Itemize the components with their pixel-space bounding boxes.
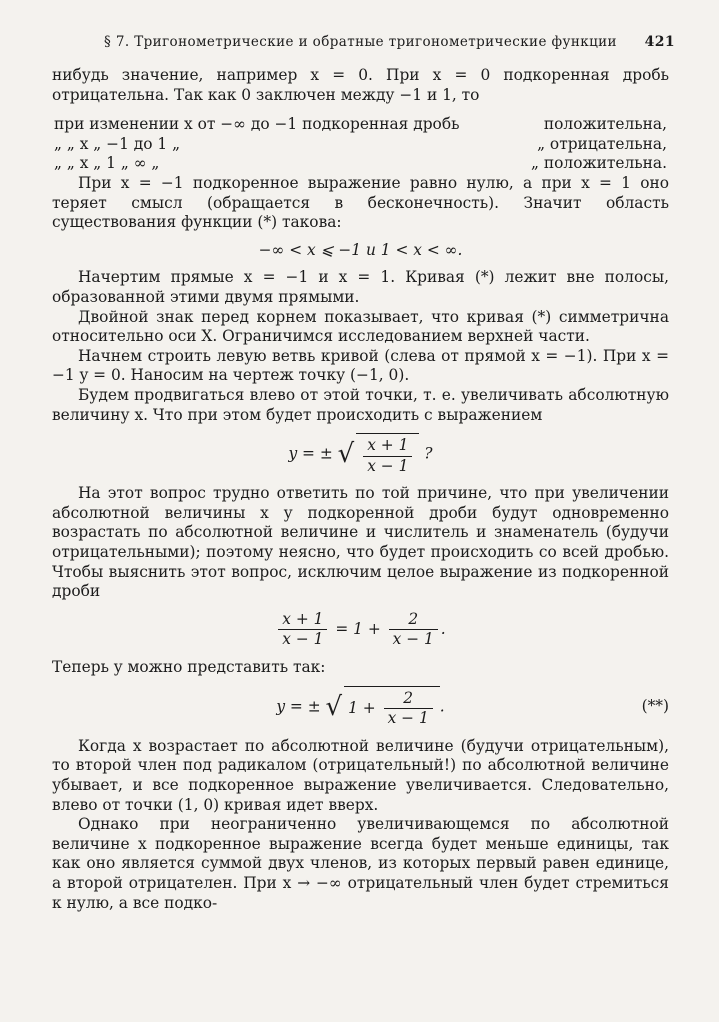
radical-sign: √ xyxy=(337,438,355,469)
paragraph-9: Когда x возрастает по абсолютной величине (будучи отрицательным), то второй член под радикалом (отрицательный!) по абсолютной величине убывает, и все подкоренное выражение увеличивается. Следовательно, влево от точки (1, 0) кривая идет вверх. xyxy=(52,736,669,814)
formula-y-sqrt-sum xyxy=(52,686,669,729)
fraction-denominator: x − 1 xyxy=(387,709,429,728)
formula-tail: . xyxy=(440,619,446,638)
paragraph-3: Начертим прямые x = −1 и x = 1. Кривая (*) лежит вне полосы, образованной этими двумя прямыми. xyxy=(52,268,669,306)
case-left: при изменении x от −∞ до −1 подкоренная дробь xyxy=(54,115,460,134)
case-right: „ положительна. xyxy=(531,154,667,173)
paragraph-7: На этот вопрос трудно ответить по той причине, что при увеличении абсолютной величины x у подкоренной дроби будут одновременно возрастать по абсолютной величине и числитель и знаменатель (будучи отрицательными); поэтому неясно, что будет происходить со всей дробью. Чтобы выяснить этот вопрос, исключим целое выражение из подкоренной дроби xyxy=(52,484,669,601)
radicand xyxy=(344,686,440,729)
case-left: „ „ x „ 1 „ ∞ „ xyxy=(54,154,160,173)
paragraph-8: Теперь y можно представить так: xyxy=(52,658,326,677)
header-title: § 7. Тригонометрические и обратные тригонометрические функции xyxy=(104,34,617,50)
case-row xyxy=(52,154,669,174)
formula-lhs: y = ± xyxy=(276,697,321,716)
paragraph-1: нибудь значение, например x = 0. При x = 0 подкоренная дробь отрицательна. Так как 0 заключен между −1 и 1, то xyxy=(52,66,669,104)
paragraph-6: Будем продвигаться влево от этой точки, т. е. увеличивать абсолютную величину x. Что при этом будет происходить с выражением xyxy=(52,385,669,424)
case-row xyxy=(52,135,669,155)
paragraph-2: При x = −1 подкоренное выражение равно нулю, а при x = 1 оно теряет смысл (обращается в бесконечность). Значит область существования функции (*) такова: xyxy=(52,173,669,232)
case-left: „ „ x „ −1 до 1 „ xyxy=(54,134,181,153)
fraction-numerator: x + 1 xyxy=(278,610,327,631)
radical-sign: √ xyxy=(325,691,343,722)
fraction-denominator: x − 1 xyxy=(392,630,434,649)
paragraph-10: Однако при неограниченно увеличивающемся по абсолютной величине x подкоренное выражение всегда будет меньше единицы, так как оно является суммой двух членов, из которых первый равен единице, а второй отрицателен. При x → −∞ отрицательный член будет стремиться к нулю, а все подко- xyxy=(52,815,669,912)
fraction-numerator: 2 xyxy=(389,610,438,631)
fraction-numerator: x + 1 xyxy=(363,436,412,457)
page-number: 421 xyxy=(644,34,675,50)
radicand-one: 1 + xyxy=(348,698,376,717)
page-body xyxy=(52,66,669,913)
paragraph-4: Двойной знак перед корнем показывает, что кривая (*) симметрична относительно оси X. Ограничимся исследованием верхней части. xyxy=(52,307,669,346)
case-row xyxy=(52,115,669,135)
fraction-denominator: x − 1 xyxy=(282,630,324,649)
fraction-numerator: 2 xyxy=(384,689,433,710)
case-right: „ отрицательна, xyxy=(537,134,667,153)
formula-domain: −∞ < x ⩽ −1 и 1 < x < ∞. xyxy=(258,240,463,259)
formula-tail: ? xyxy=(424,444,433,463)
fraction xyxy=(389,610,438,650)
fraction-denominator: x − 1 xyxy=(367,456,409,475)
formula-lhs: y = ± xyxy=(288,444,333,463)
formula-middle: = 1 + xyxy=(335,619,381,638)
fraction xyxy=(363,436,412,476)
paragraph-5: Начнем строить левую ветвь кривой (слева от прямой x = −1). При x = −1 y = 0. Наносим на чертеж точку (−1, 0). xyxy=(52,346,669,385)
fraction xyxy=(278,610,327,650)
fraction xyxy=(384,689,433,729)
formula-fraction-decomposition xyxy=(52,610,669,650)
formula-tail: . xyxy=(439,697,445,716)
formula-y-sqrt-fraction xyxy=(52,433,669,476)
sign-cases-table xyxy=(52,115,669,174)
case-right: положительна, xyxy=(543,115,667,134)
radicand xyxy=(356,433,419,476)
equation-tag: (**) xyxy=(641,697,669,716)
running-header xyxy=(52,34,675,56)
